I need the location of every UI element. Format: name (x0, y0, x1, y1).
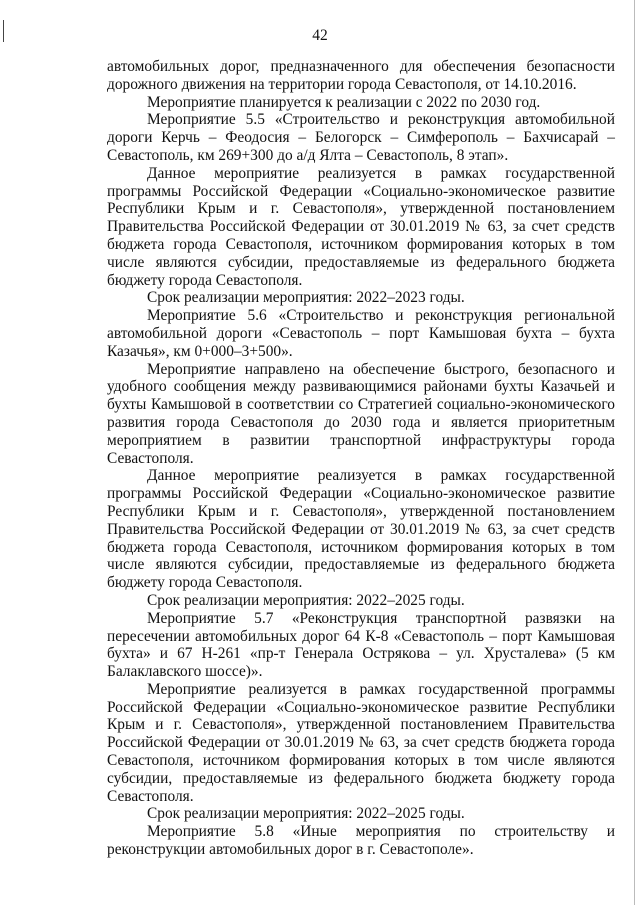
paragraph: Мероприятие 5.8 «Иные мероприятия по строительству и реконструкции автомобильных дорог в г. Севастополе». (107, 823, 615, 859)
scan-edge-line (634, 0, 635, 905)
paragraph: Данное мероприятие реализуется в рамках государственной программы Российской Федерации «Социально-экономическое развитие Республики Крым и г. Севастополя», утвержденной постановлением Правительства Российской Федерации от 30.01.2019 № 63, за счет средств бюджета города Севастополя, источником формирования которых в том числе являются субсидии, предоставляемые из федерального бюджета бюджету города Севастополя. (107, 467, 615, 592)
paragraph: Данное мероприятие реализуется в рамках государственной программы Российской Федерации «Социально-экономическое развитие Республики Крым и г. Севастополя», утвержденной постановлением Правительства Российской Федерации от 30.01.2019 № 63, за счет средств бюджета города Севастополя, источником формирования которых в том числе являются субсидии, предоставляемые из федерального бюджета бюджету города Севастополя. (107, 164, 615, 289)
paragraph: Срок реализации мероприятия: 2022–2023 годы. (147, 289, 465, 307)
paragraph: автомобильных дорог, предназначенного для обеспечения безопасности дорожного движения на территории города Севастополя, от 14.10.2016. (107, 58, 615, 93)
paragraph: Мероприятие планируется к реализации с 2022 по 2030 год. (147, 93, 541, 111)
paragraph: Мероприятие реализуется в рамках государственной программы Российской Федерации «Социально-экономическое развитие Республики Крым и г. Севастополя», утвержденной постановлением Правительства Российской Федерации от 30.01.2019 № 63, за счет средств бюджета города Севастополя, источником формирования которых в том числе являются субсидии, предоставляемые из федерального бюджета бюджету города Севастополя. (107, 680, 615, 805)
paragraph: Мероприятие 5.7 «Реконструкция транспортной развязки на пересечении автомобильных дорог 64 К-8 «Севастополь – порт Камышовая бухта» и 67 Н-261 «пр-т Генерала Острякова – ул. Хрусталева» (5 км Балаклавского шоссе)». (107, 609, 615, 681)
paragraph: Срок реализации мероприятия: 2022–2025 годы. (147, 805, 465, 823)
paragraph: Мероприятие направлено на обеспечение быстрого, безопасного и удобного сообщения между развивающимися районами бухты Казачьей и бухты Камышовой в соответствии со Стратегией социально-экономического развития города Севастополя до 2030 года и является приоритетным мероприятием в развитии транспортной инфраструктуры города Севастополя. (107, 360, 615, 467)
document-body (107, 58, 615, 859)
paragraph: Мероприятие 5.6 «Строительство и реконструкция региональной автомобильной дороги «Севастополь – порт Камышовая бухта – бухта Казачья», км 0+000–3+500». (107, 307, 615, 360)
paragraph: Мероприятие 5.5 «Строительство и реконструкция автомобильной дороги Керчь – Феодосия – Белогорск – Симферополь – Бахчисарай – Севастополь, км 269+300 до а/д Ялта – Севастополь, 8 этап». (107, 111, 615, 164)
page-number: 42 (312, 27, 328, 44)
paragraph: Срок реализации мероприятия: 2022–2025 годы. (147, 591, 465, 609)
